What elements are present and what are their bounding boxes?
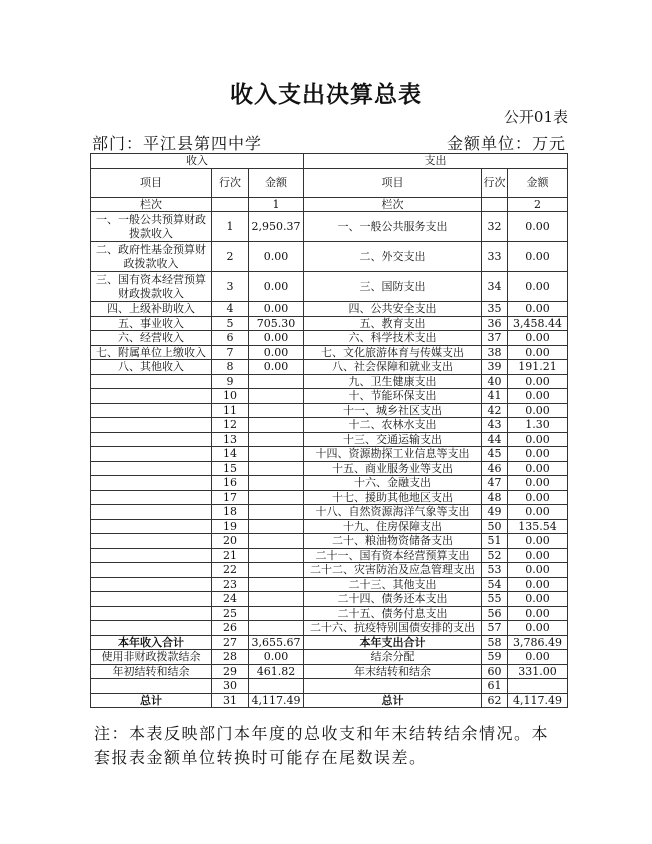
- income-amount: 0.00: [249, 345, 304, 360]
- table-row: [91, 664, 568, 679]
- income-column-blank: [212, 197, 249, 212]
- income-amount: [249, 679, 304, 694]
- expense-item: 二十二、灾害防治及应急管理支出: [304, 563, 482, 578]
- income-item: 六、经营收入: [91, 331, 212, 346]
- table-row: [91, 635, 568, 650]
- expense-amount: 0.00: [508, 534, 568, 549]
- income-row-no: 19: [212, 519, 249, 534]
- expense-row-no: 59: [482, 650, 508, 665]
- expense-item: 结余分配: [304, 650, 482, 665]
- expense-row-no: 60: [482, 664, 508, 679]
- income-item: 一、一般公共预算财政拨款收入: [91, 212, 212, 242]
- expense-row-no-header: 行次: [482, 168, 508, 197]
- expense-item: 本年支出合计: [304, 635, 482, 650]
- income-row-no: 6: [212, 331, 249, 346]
- expense-amount: 0.00: [508, 447, 568, 462]
- expense-row-no: 44: [482, 432, 508, 447]
- expense-item: 十八、自然资源海洋气象等支出: [304, 505, 482, 520]
- income-item: [91, 389, 212, 404]
- income-item: 四、上级补助收入: [91, 302, 212, 317]
- expense-amount: 0.00: [508, 476, 568, 491]
- expense-amount: 1.30: [508, 418, 568, 433]
- income-item: [91, 374, 212, 389]
- expense-amount: 0.00: [508, 505, 568, 520]
- income-item-header: 项目: [91, 168, 212, 197]
- income-row-no: 26: [212, 621, 249, 636]
- expense-amount: 191.21: [508, 360, 568, 375]
- income-amount: [249, 490, 304, 505]
- table-row: [91, 302, 568, 317]
- expense-item: 十三、交通运输支出: [304, 432, 482, 447]
- income-item: 使用非财政拨款结余: [91, 650, 212, 665]
- expense-amount: 0.00: [508, 490, 568, 505]
- column-index-row: [91, 197, 568, 212]
- income-amount: [249, 534, 304, 549]
- section-header-row: [91, 154, 568, 169]
- income-amount: [249, 592, 304, 607]
- income-item: [91, 621, 212, 636]
- expense-item: 二十三、其他支出: [304, 577, 482, 592]
- income-amount: [249, 577, 304, 592]
- expense-item: 十六、金融支出: [304, 476, 482, 491]
- income-item: [91, 447, 212, 462]
- income-amount: [249, 447, 304, 462]
- expense-row-no: 43: [482, 418, 508, 433]
- expense-row-no: 50: [482, 519, 508, 534]
- expense-item: 十四、资源勘探工业信息等支出: [304, 447, 482, 462]
- income-row-no: 13: [212, 432, 249, 447]
- income-amount: 0.00: [249, 650, 304, 665]
- expense-row-no: 61: [482, 679, 508, 694]
- expense-row-no: 55: [482, 592, 508, 607]
- expense-amount: 0.00: [508, 242, 568, 272]
- table-row: [91, 331, 568, 346]
- income-row-no: 25: [212, 606, 249, 621]
- expense-row-no: 51: [482, 534, 508, 549]
- expense-row-no: 45: [482, 447, 508, 462]
- expense-item: 十、节能环保支出: [304, 389, 482, 404]
- income-amount: [249, 476, 304, 491]
- table-row: [91, 592, 568, 607]
- expense-row-no: 53: [482, 563, 508, 578]
- table-row: [91, 534, 568, 549]
- expense-item: 六、科学技术支出: [304, 331, 482, 346]
- income-row-no: 18: [212, 505, 249, 520]
- expense-column-blank: [482, 197, 508, 212]
- expense-item: 十二、农林水支出: [304, 418, 482, 433]
- expense-amount: 0.00: [508, 606, 568, 621]
- income-amount: [249, 389, 304, 404]
- expense-item: 二十六、抗疫特别国债安排的支出: [304, 621, 482, 636]
- expense-amount: 135.54: [508, 519, 568, 534]
- income-item: [91, 534, 212, 549]
- income-item: 七、附属单位上缴收入: [91, 345, 212, 360]
- table-row: [91, 476, 568, 491]
- income-row-no: 1: [212, 212, 249, 242]
- income-amount-header: 金额: [249, 168, 304, 197]
- expense-row-no: 58: [482, 635, 508, 650]
- expense-item: [304, 679, 482, 694]
- income-item: 年初结转和结余: [91, 664, 212, 679]
- expense-amount: 0.00: [508, 389, 568, 404]
- table-row: [91, 563, 568, 578]
- expense-amount: 0.00: [508, 432, 568, 447]
- expense-amount: 0.00: [508, 345, 568, 360]
- income-item: [91, 519, 212, 534]
- income-item: 五、事业收入: [91, 316, 212, 331]
- income-row-no: 5: [212, 316, 249, 331]
- income-row-no: 24: [212, 592, 249, 607]
- expense-item: 五、教育支出: [304, 316, 482, 331]
- table-row: [91, 548, 568, 563]
- income-amount: 3,655.67: [249, 635, 304, 650]
- income-item: [91, 679, 212, 694]
- income-header: 收入: [91, 154, 304, 169]
- income-row-no: 31: [212, 693, 249, 708]
- expense-item: 十九、住房保障支出: [304, 519, 482, 534]
- expense-amount: 0.00: [508, 650, 568, 665]
- income-row-no: 16: [212, 476, 249, 491]
- table-row: [91, 242, 568, 272]
- expense-amount: 0.00: [508, 272, 568, 302]
- income-row-no: 2: [212, 242, 249, 272]
- table-row: [91, 403, 568, 418]
- income-column-index: 1: [249, 197, 304, 212]
- table-row: [91, 432, 568, 447]
- expense-row-no: 32: [482, 212, 508, 242]
- expense-row-no: 34: [482, 272, 508, 302]
- table-row: [91, 693, 568, 708]
- expense-row-no: 54: [482, 577, 508, 592]
- footnote: 注：本表反映部门本年度的总收支和年末结转结余情况。本套报表金额单位转换时可能存在尾数误差。: [94, 724, 550, 767]
- unit-label: 金额单位：万元: [446, 134, 566, 153]
- income-item: [91, 418, 212, 433]
- expense-amount: 0.00: [508, 621, 568, 636]
- income-row-no: 11: [212, 403, 249, 418]
- income-item: [91, 563, 212, 578]
- income-amount: [249, 505, 304, 520]
- expense-amount: 0.00: [508, 302, 568, 317]
- department-label: 部门：平江县第四中学: [92, 134, 263, 153]
- expense-row-no: 62: [482, 693, 508, 708]
- table-row: [91, 345, 568, 360]
- income-row-no: 29: [212, 664, 249, 679]
- expense-row-no: 38: [482, 345, 508, 360]
- table-row: [91, 519, 568, 534]
- table-row: [91, 606, 568, 621]
- income-amount: [249, 563, 304, 578]
- expense-item: 十五、商业服务业等支出: [304, 461, 482, 476]
- expense-item: 一、一般公共服务支出: [304, 212, 482, 242]
- income-amount: 0.00: [249, 242, 304, 272]
- expense-amount: 0.00: [508, 461, 568, 476]
- expense-item: 八、社会保障和就业支出: [304, 360, 482, 375]
- expense-row-no: 56: [482, 606, 508, 621]
- income-row-no: 22: [212, 563, 249, 578]
- expense-row-no: 48: [482, 490, 508, 505]
- income-row-no: 15: [212, 461, 249, 476]
- table-row: [91, 650, 568, 665]
- expense-amount: 4,117.49: [508, 693, 568, 708]
- income-amount: 705.30: [249, 316, 304, 331]
- income-row-no: 21: [212, 548, 249, 563]
- table-row: [91, 577, 568, 592]
- expense-item: 年末结转和结余: [304, 664, 482, 679]
- expense-row-no: 42: [482, 403, 508, 418]
- income-row-no: 4: [212, 302, 249, 317]
- income-amount: 0.00: [249, 272, 304, 302]
- expense-amount: 0.00: [508, 374, 568, 389]
- income-item: [91, 548, 212, 563]
- expense-item: 三、国防支出: [304, 272, 482, 302]
- expense-amount: 331.00: [508, 664, 568, 679]
- income-amount: 461.82: [249, 664, 304, 679]
- page-title: 收入支出决算总表: [230, 82, 422, 108]
- income-item: [91, 476, 212, 491]
- expense-row-no: 47: [482, 476, 508, 491]
- income-amount: [249, 403, 304, 418]
- income-amount: 4,117.49: [249, 693, 304, 708]
- expense-item-header: 项目: [304, 168, 482, 197]
- column-header-row: [91, 168, 568, 197]
- income-amount: [249, 432, 304, 447]
- income-row-no: 7: [212, 345, 249, 360]
- expense-row-no: 49: [482, 505, 508, 520]
- expense-row-no: 39: [482, 360, 508, 375]
- expense-amount: 0.00: [508, 563, 568, 578]
- income-item: [91, 403, 212, 418]
- table-row: [91, 212, 568, 242]
- income-item: [91, 606, 212, 621]
- income-amount: [249, 606, 304, 621]
- expense-item: 七、文化旅游体育与传媒支出: [304, 345, 482, 360]
- income-item: [91, 461, 212, 476]
- expense-column-label: 栏次: [304, 197, 482, 212]
- expense-amount: [508, 679, 568, 694]
- expense-amount: 0.00: [508, 403, 568, 418]
- expense-item: 九、卫生健康支出: [304, 374, 482, 389]
- income-row-no: 3: [212, 272, 249, 302]
- income-amount: [249, 374, 304, 389]
- income-amount: 0.00: [249, 302, 304, 317]
- expense-amount-header: 金额: [508, 168, 568, 197]
- expense-amount: 3,458.44: [508, 316, 568, 331]
- expense-row-no: 35: [482, 302, 508, 317]
- expense-header: 支出: [304, 154, 568, 169]
- expense-row-no: 40: [482, 374, 508, 389]
- table-row: [91, 389, 568, 404]
- income-amount: [249, 548, 304, 563]
- income-amount: [249, 461, 304, 476]
- expense-amount: 0.00: [508, 331, 568, 346]
- income-row-no-header: 行次: [212, 168, 249, 197]
- income-row-no: 30: [212, 679, 249, 694]
- expense-item: 十七、援助其他地区支出: [304, 490, 482, 505]
- table-row: [91, 360, 568, 375]
- income-item: [91, 577, 212, 592]
- income-expense-table: [90, 153, 568, 708]
- income-row-no: 12: [212, 418, 249, 433]
- income-row-no: 14: [212, 447, 249, 462]
- income-item: [91, 505, 212, 520]
- expense-item: 二十四、债务还本支出: [304, 592, 482, 607]
- income-row-no: 27: [212, 635, 249, 650]
- income-amount: 0.00: [249, 331, 304, 346]
- expense-row-no: 33: [482, 242, 508, 272]
- table-row: [91, 272, 568, 302]
- income-item: [91, 490, 212, 505]
- table-row: [91, 374, 568, 389]
- income-row-no: 9: [212, 374, 249, 389]
- expense-row-no: 36: [482, 316, 508, 331]
- income-row-no: 17: [212, 490, 249, 505]
- expense-amount: 0.00: [508, 577, 568, 592]
- table-row: [91, 418, 568, 433]
- expense-item: 二十、粮油物资储备支出: [304, 534, 482, 549]
- table-row: [91, 621, 568, 636]
- expense-row-no: 46: [482, 461, 508, 476]
- expense-row-no: 41: [482, 389, 508, 404]
- income-row-no: 20: [212, 534, 249, 549]
- income-row-no: 28: [212, 650, 249, 665]
- table-row: [91, 447, 568, 462]
- table-row: [91, 490, 568, 505]
- income-row-no: 8: [212, 360, 249, 375]
- income-amount: [249, 418, 304, 433]
- expense-amount: 0.00: [508, 548, 568, 563]
- expense-amount: 0.00: [508, 212, 568, 242]
- income-item: 三、国有资本经营预算财政拨款收入: [91, 272, 212, 302]
- income-item: 本年收入合计: [91, 635, 212, 650]
- income-amount: [249, 621, 304, 636]
- expense-item: 十一、城乡社区支出: [304, 403, 482, 418]
- income-item: [91, 432, 212, 447]
- income-column-label: 栏次: [91, 197, 212, 212]
- expense-column-index: 2: [508, 197, 568, 212]
- expense-item: 二十五、债务付息支出: [304, 606, 482, 621]
- table-row: [91, 316, 568, 331]
- income-amount: [249, 519, 304, 534]
- expense-item: 二十一、国有资本经营预算支出: [304, 548, 482, 563]
- expense-row-no: 37: [482, 331, 508, 346]
- form-code: 公开01表: [503, 108, 568, 126]
- income-row-no: 10: [212, 389, 249, 404]
- income-item: 八、其他收入: [91, 360, 212, 375]
- expense-row-no: 52: [482, 548, 508, 563]
- expense-item: 四、公共安全支出: [304, 302, 482, 317]
- income-amount: 2,950.37: [249, 212, 304, 242]
- income-row-no: 23: [212, 577, 249, 592]
- expense-item: 二、外交支出: [304, 242, 482, 272]
- table-row: [91, 505, 568, 520]
- income-item: 二、政府性基金预算财政拨款收入: [91, 242, 212, 272]
- income-item: 总计: [91, 693, 212, 708]
- table-row: [91, 461, 568, 476]
- table-row: [91, 679, 568, 694]
- income-amount: 0.00: [249, 360, 304, 375]
- income-item: [91, 592, 212, 607]
- expense-row-no: 57: [482, 621, 508, 636]
- expense-amount: 3,786.49: [508, 635, 568, 650]
- expense-amount: 0.00: [508, 592, 568, 607]
- expense-item: 总计: [304, 693, 482, 708]
